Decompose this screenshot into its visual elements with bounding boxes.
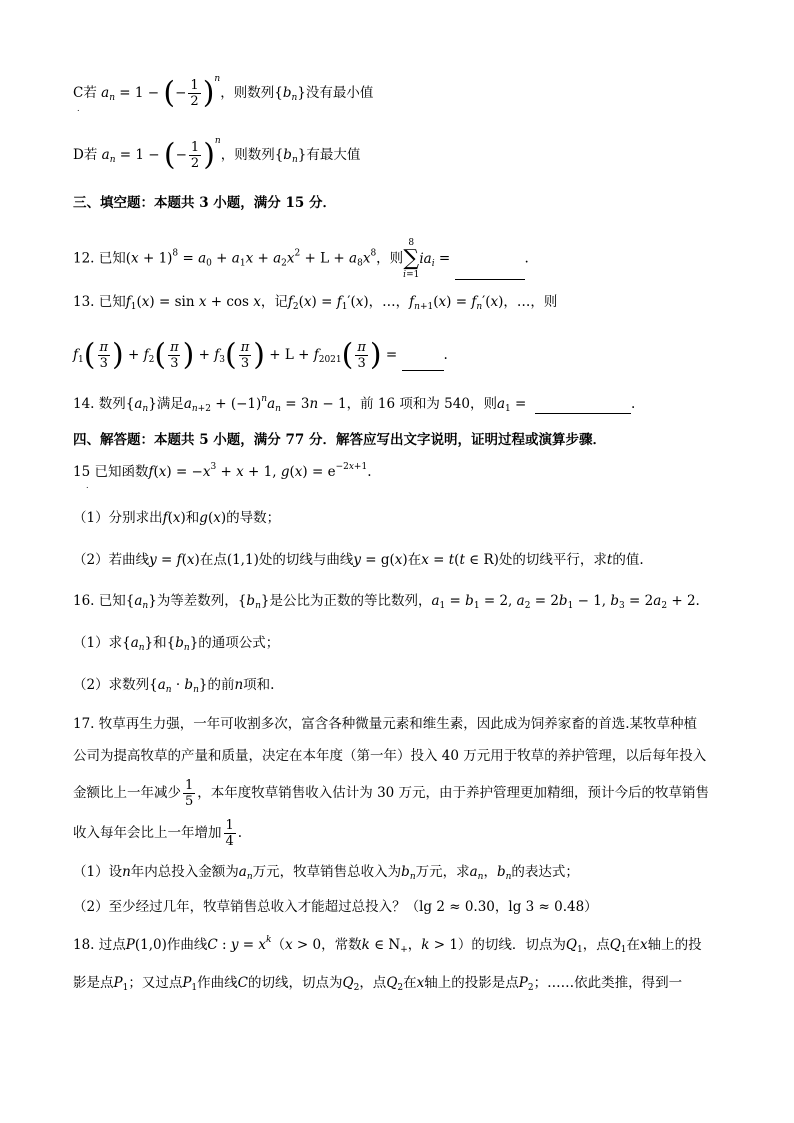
option-d-label: D (73, 147, 84, 163)
question-13-line2: $f_1$( $\frac{\pi}{3}$ ) + $f_2$( $\frac{\pi}{3}$ ) + $f_3$( $\frac{\pi}{3}$ ) + $L + f_{2021}$( $\frac{\pi}{3}$ ) = . (73, 337, 448, 373)
question-16: 16. 已知$\{a_n\}$为等差数列，$\{b_n\}$是公比为正数的等比数列，$a_1 = b_1 = 2$, $a_2 = 2b_1 - 1$, $b_3 = 2a_2 + 2$. (73, 593, 700, 611)
question-16-part2: （2）求数列$\{a_n \cdot b_n\}$的前n项和. (73, 677, 275, 695)
question-14: 14. 数列$\{a_n\}$满足$a_{n+2} + (-1)^na_n = 3n - 1$，前 16 项和为 540，则$a_1$ = . (73, 394, 636, 414)
question-17-part1: （1）设n年内总投入金额为$a_n$万元，牧草销售总收入为$b_n$万元，求$a_n$，$b_n$的表达式； (73, 864, 579, 882)
question-15-part1: （1）分别求出f(x)和g(x)的导数； (73, 510, 281, 526)
question-15-part2: （2）若曲线y = f(x)在点(1,1)处的切线与曲线y = g(x)在x = t(t ∈ R)处的切线平行，求t的值. (73, 552, 644, 568)
question-16-part1: （1）求$\{a_n\}$和$\{b_n\}$的通项公式； (73, 635, 280, 653)
question-13-line1: 13. 已知$f_1(x) = \sin x + \cos x$，记$f_2(x) = f_1'(x)$，…，$f_{n+1}(x) = f_n'(x)$，…，则 (73, 294, 558, 312)
option-d: D若 $a_n = 1$ − (− $\frac{1}{2}$ )$^n$，则数列$\{b_n\}$有最大值 (73, 136, 361, 173)
question-17-part2: （2）至少经过几年，牧草销售总收入才能超过总投入？（lg 2 ≈ 0.30，lg 3 ≈ 0.48） (73, 899, 598, 915)
question-18-line1: 18. 过点P(1,0)作曲线C : $y = x^k(x > 0$，常数k ∈ $N_+$，k > 1）的切线．切点为$Q_1$，点$Q_1$在x轴上的投 (73, 935, 702, 955)
question-17-line2: 公司为提高牧草的产量和质量，决定在本年度（第一年）投入 40 万元用于牧草的养护管理，以后每年投入 (73, 748, 707, 764)
section-3-heading: 三、填空题：本题共 3 小题，满分 15 分． (73, 195, 336, 211)
option-c-label: C (73, 85, 84, 101)
question-17-line4: 收入每年会比上一年增加 $\frac{1}{4}$ . (73, 818, 243, 849)
question-15: 15 已知函数$f(x) = -x^3 + x + 1$, $g(x) = e^{-2x+1}$. (73, 462, 372, 480)
question-17-line3: 金额比上一年减少 $\frac{1}{5}$ ，本年度牧草销售收入估计为 30 万元，由于养护管理更加精细，预计今后的牧草销售 (73, 778, 710, 809)
question-12: 12. 已知$(x + 1)^8 = a_0 + a_1x + a_2x^2 + L + a_8x^8$，则 8 ∑ i=1 $ia_i$ = . (73, 238, 529, 280)
option-c: C若 $a_n = 1$ − (− $\frac{1}{2}$ )$^n$，则数列$\{b_n\}$没有最小值 (73, 74, 374, 111)
section-4-heading: 四、解答题：本题共 5 小题，满分 77 分．解答应写出文字说明，证明过程或演算步骤． (73, 432, 606, 448)
question-17-line1: 17. 牧草再生力强，一年可收割多次，富含各种微量元素和维生素，因此成为饲养家畜的首选.某牧草种植 (73, 716, 698, 732)
question-18-line2: 影是点$P_1$；又过点$P_1$作曲线C的切线，切点为$Q_2$，点$Q_2$在x轴上的投影是点$P_2$；……依此类推，得到一 (73, 975, 683, 993)
exam-page: C若 $a_n = 1$ − (− $\frac{1}{2}$ )$^n$，则数列$\{b_n\}$没有最小值 . D若 $a_n = 1$ − (− $\frac{1}{2}$ )$^n$，则数列$\{b_n\}$有最大值 三、填空题：本题共 3 小题，满分 15 分． 12. 已知$(x + 1)^8 = a_0 + a_1x + a_2x^2 + L + a_8x^8$，则 8 ∑ i=1 $ia_i$ = . 13. 已知$f_1(x) = \sin x + \cos x$，记$f_2(x) = f_1'(x)$，…，$f_{n+1}(x) = f_n'(x)$，…，则 $f_1$( $\frac{\pi}{3}$ ) + $f_2$( $\frac{\pi}{3}$ ) + $f_3$( $\frac{\pi}{3}$ ) + $L + f_{2021}$( $\frac{\pi}{3}$ ) = . 14. 数列$\{a_n\}$满足$a_{n+2} + (-1)^na_n = 3n - 1$，前 16 项和为 540，则$a_1$ = . 四、解答题：本题共 5 小题，满分 77 分．解答应写出文字说明，证明过程或演算步骤． 15 已知函数$f(x) = -x^3 + x + 1$, $g(x) = e^{-2x+1}$. . （1）分别求出f(x)和g(x)的导数； （2）若曲线y = f(x)在点(1,1)处的切线与曲线y = g(x)在x = t(t ∈ R)处的切线平行，求t的值. 16. 已知$\{a_n\}$为等差数列，$\{b_n\}$是公比为正数的等比数列，$a_1 = b_1 = 2$, $a_2 = 2b_1 - 1$, $b_3 = 2a_2 + 2$. （1）求$\{a_n\}$和$\{b_n\}$的通项公式； （2）求数列$\{a_n \cdot b_n\}$的前n项和. 17. 牧草再生力强，一年可收割多次，富含各种微量元素和维生素，因此成为饲养家畜的首选.某牧草种植 公司为提高牧草的产量和质量，决定在本年度（第一年）投入 40 万元用于牧草的养护管理，以后每年投入 金额比上一年减少 $\frac{1}{5}$ ，本年度牧草销售收入估计为 30 万元，由于养护管理更加精细，预计今后的牧草销售 收入每年会比上一年增加 $\frac{1}{4}$ . （1）设n年内总投入金额为$a_n$万元，牧草销售总收入为$b_n$万元，求$a_n$，$b_n$的表达式； （2）至少经过几年，牧草销售总收入才能超过总投入？（lg 2 ≈ 0.30，lg 3 ≈ 0.48） 18. 过点P(1,0)作曲线C : $y = x^k(x > 0$，常数k ∈ $N_+$，k > 1）的切线．切点为$Q_1$，点$Q_1$在x轴上的投 影是点$P_1$；又过点$P_1$作曲线C的切线，切点为$Q_2$，点$Q_2$在x轴上的投影是点$P_2$；……依此类推，得到一 (73, 74, 710, 993)
